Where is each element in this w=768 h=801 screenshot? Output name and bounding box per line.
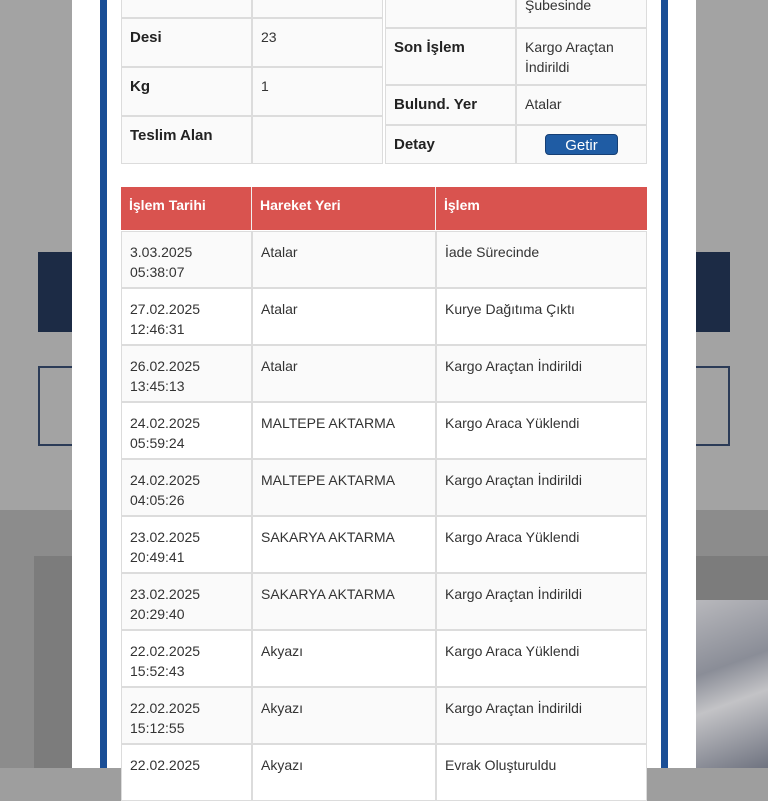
history-row (121, 459, 647, 516)
history-place: MALTEPE AKTARMA (261, 415, 396, 431)
history-action: Evrak Oluşturuldu (445, 757, 557, 773)
history-action: İade Sürecinde (445, 244, 540, 260)
history-cell-action (436, 687, 647, 744)
history-cell-action (436, 402, 647, 459)
column-header-action: İşlem (436, 187, 647, 230)
history-time: 20:29:40 (130, 606, 185, 622)
history-time: 12:46:31 (130, 321, 185, 337)
summary-value-kg: 1 (252, 67, 383, 116)
history-place: Akyazı (261, 700, 304, 716)
history-time: 13:45:13 (130, 378, 185, 394)
history-date: 24.02.2025 (130, 472, 201, 488)
history-cell-date (121, 516, 252, 573)
history-row (121, 231, 647, 288)
history-time: 05:38:07 (130, 264, 185, 280)
summary-value-desi: 23 (252, 18, 383, 67)
history-cell-action (436, 231, 647, 288)
history-cell-date (121, 231, 252, 288)
summary-label-teslim-alan: Teslim Alan (121, 116, 252, 164)
history-action: Kargo Araçtan İndirildi (445, 358, 582, 374)
history-action: Kargo Araçtan İndirildi (445, 472, 582, 488)
summary-cell-top-left-value (252, 0, 383, 18)
history-row (121, 288, 647, 345)
history-cell-date (121, 402, 252, 459)
history-place: SAKARYA AKTARMA (261, 586, 395, 602)
history-cell-place (252, 402, 436, 459)
history-cell-place (252, 687, 436, 744)
history-cell-action (436, 288, 647, 345)
history-cell-date (121, 630, 252, 687)
history-cell-date (121, 288, 252, 345)
background-photo-detail (690, 600, 768, 768)
history-row (121, 402, 647, 459)
history-date: 23.02.2025 (130, 586, 201, 602)
summary-value-branch: Şubesinde (516, 0, 647, 28)
history-row (121, 516, 647, 573)
history-cell-place (252, 573, 436, 630)
history-row (121, 573, 647, 630)
history-cell-date (121, 687, 252, 744)
history-cell-date (121, 345, 252, 402)
history-action: Kargo Araca Yüklendi (445, 643, 580, 659)
history-date: 22.02.2025 (130, 643, 201, 659)
summary-label-bulund-yer: Bulund. Yer (385, 85, 516, 125)
history-date: 23.02.2025 (130, 529, 201, 545)
history-time: 04:05:26 (130, 492, 185, 508)
background-box-left (38, 366, 74, 446)
history-cell-place (252, 459, 436, 516)
history-place: Atalar (261, 244, 298, 260)
history-date: 22.02.2025 (130, 700, 201, 716)
summary-label-detay: Detay (385, 125, 516, 164)
history-place: Atalar (261, 358, 298, 374)
history-time: 15:12:55 (130, 720, 185, 736)
history-cell-date (121, 744, 252, 801)
background-box-right (694, 366, 730, 446)
history-time: 05:59:24 (130, 435, 185, 451)
history-cell-action (436, 345, 647, 402)
summary-value-teslim-alan (252, 116, 383, 164)
history-cell-place (252, 744, 436, 801)
history-cell-place (252, 516, 436, 573)
history-date: 24.02.2025 (130, 415, 201, 431)
history-place: Atalar (261, 301, 298, 317)
history-cell-action (436, 516, 647, 573)
history-date: 27.02.2025 (130, 301, 201, 317)
history-date: 3.03.2025 (130, 244, 193, 260)
history-place: Akyazı (261, 643, 304, 659)
summary-label-son-islem: Son İşlem (385, 28, 516, 85)
history-cell-date (121, 573, 252, 630)
history-cell-action (436, 630, 647, 687)
history-cell-action (436, 459, 647, 516)
background-banner-left (38, 252, 72, 332)
history-place: SAKARYA AKTARMA (261, 529, 395, 545)
history-action: Kargo Araçtan İndirildi (445, 586, 582, 602)
getir-button[interactable]: Getir (545, 134, 618, 155)
history-cell-place (252, 231, 436, 288)
history-row (121, 630, 647, 687)
history-row (121, 744, 647, 801)
history-action: Kargo Araca Yüklendi (445, 529, 580, 545)
history-cell-date (121, 459, 252, 516)
summary-label-kg: Kg (121, 67, 252, 116)
summary-value-son-islem: Kargo Araçtan İndirildi (516, 28, 647, 85)
summary-label-desi: Desi (121, 18, 252, 67)
summary-value-bulund-yer: Atalar (516, 85, 647, 125)
history-cell-place (252, 288, 436, 345)
history-row (121, 687, 647, 744)
history-cell-place (252, 630, 436, 687)
history-date: 22.02.2025 (130, 757, 201, 773)
history-place: MALTEPE AKTARMA (261, 472, 396, 488)
summary-cell-top-left (121, 0, 252, 18)
column-header-place: Hareket Yeri (252, 187, 436, 230)
history-time: 20:49:41 (130, 549, 185, 565)
history-cell-action (436, 744, 647, 801)
history-time: 15:52:43 (130, 663, 185, 679)
history-place: Akyazı (261, 757, 304, 773)
history-row (121, 345, 647, 402)
history-action: Kargo Araca Yüklendi (445, 415, 580, 431)
column-header-date: İşlem Tarihi (121, 187, 252, 230)
history-cell-action (436, 573, 647, 630)
background-banner-right (696, 252, 730, 332)
history-action: Kurye Dağıtıma Çıktı (445, 301, 575, 317)
history-date: 26.02.2025 (130, 358, 201, 374)
history-action: Kargo Araçtan İndirildi (445, 700, 582, 716)
history-cell-place (252, 345, 436, 402)
summary-cell-top-right (385, 0, 516, 28)
